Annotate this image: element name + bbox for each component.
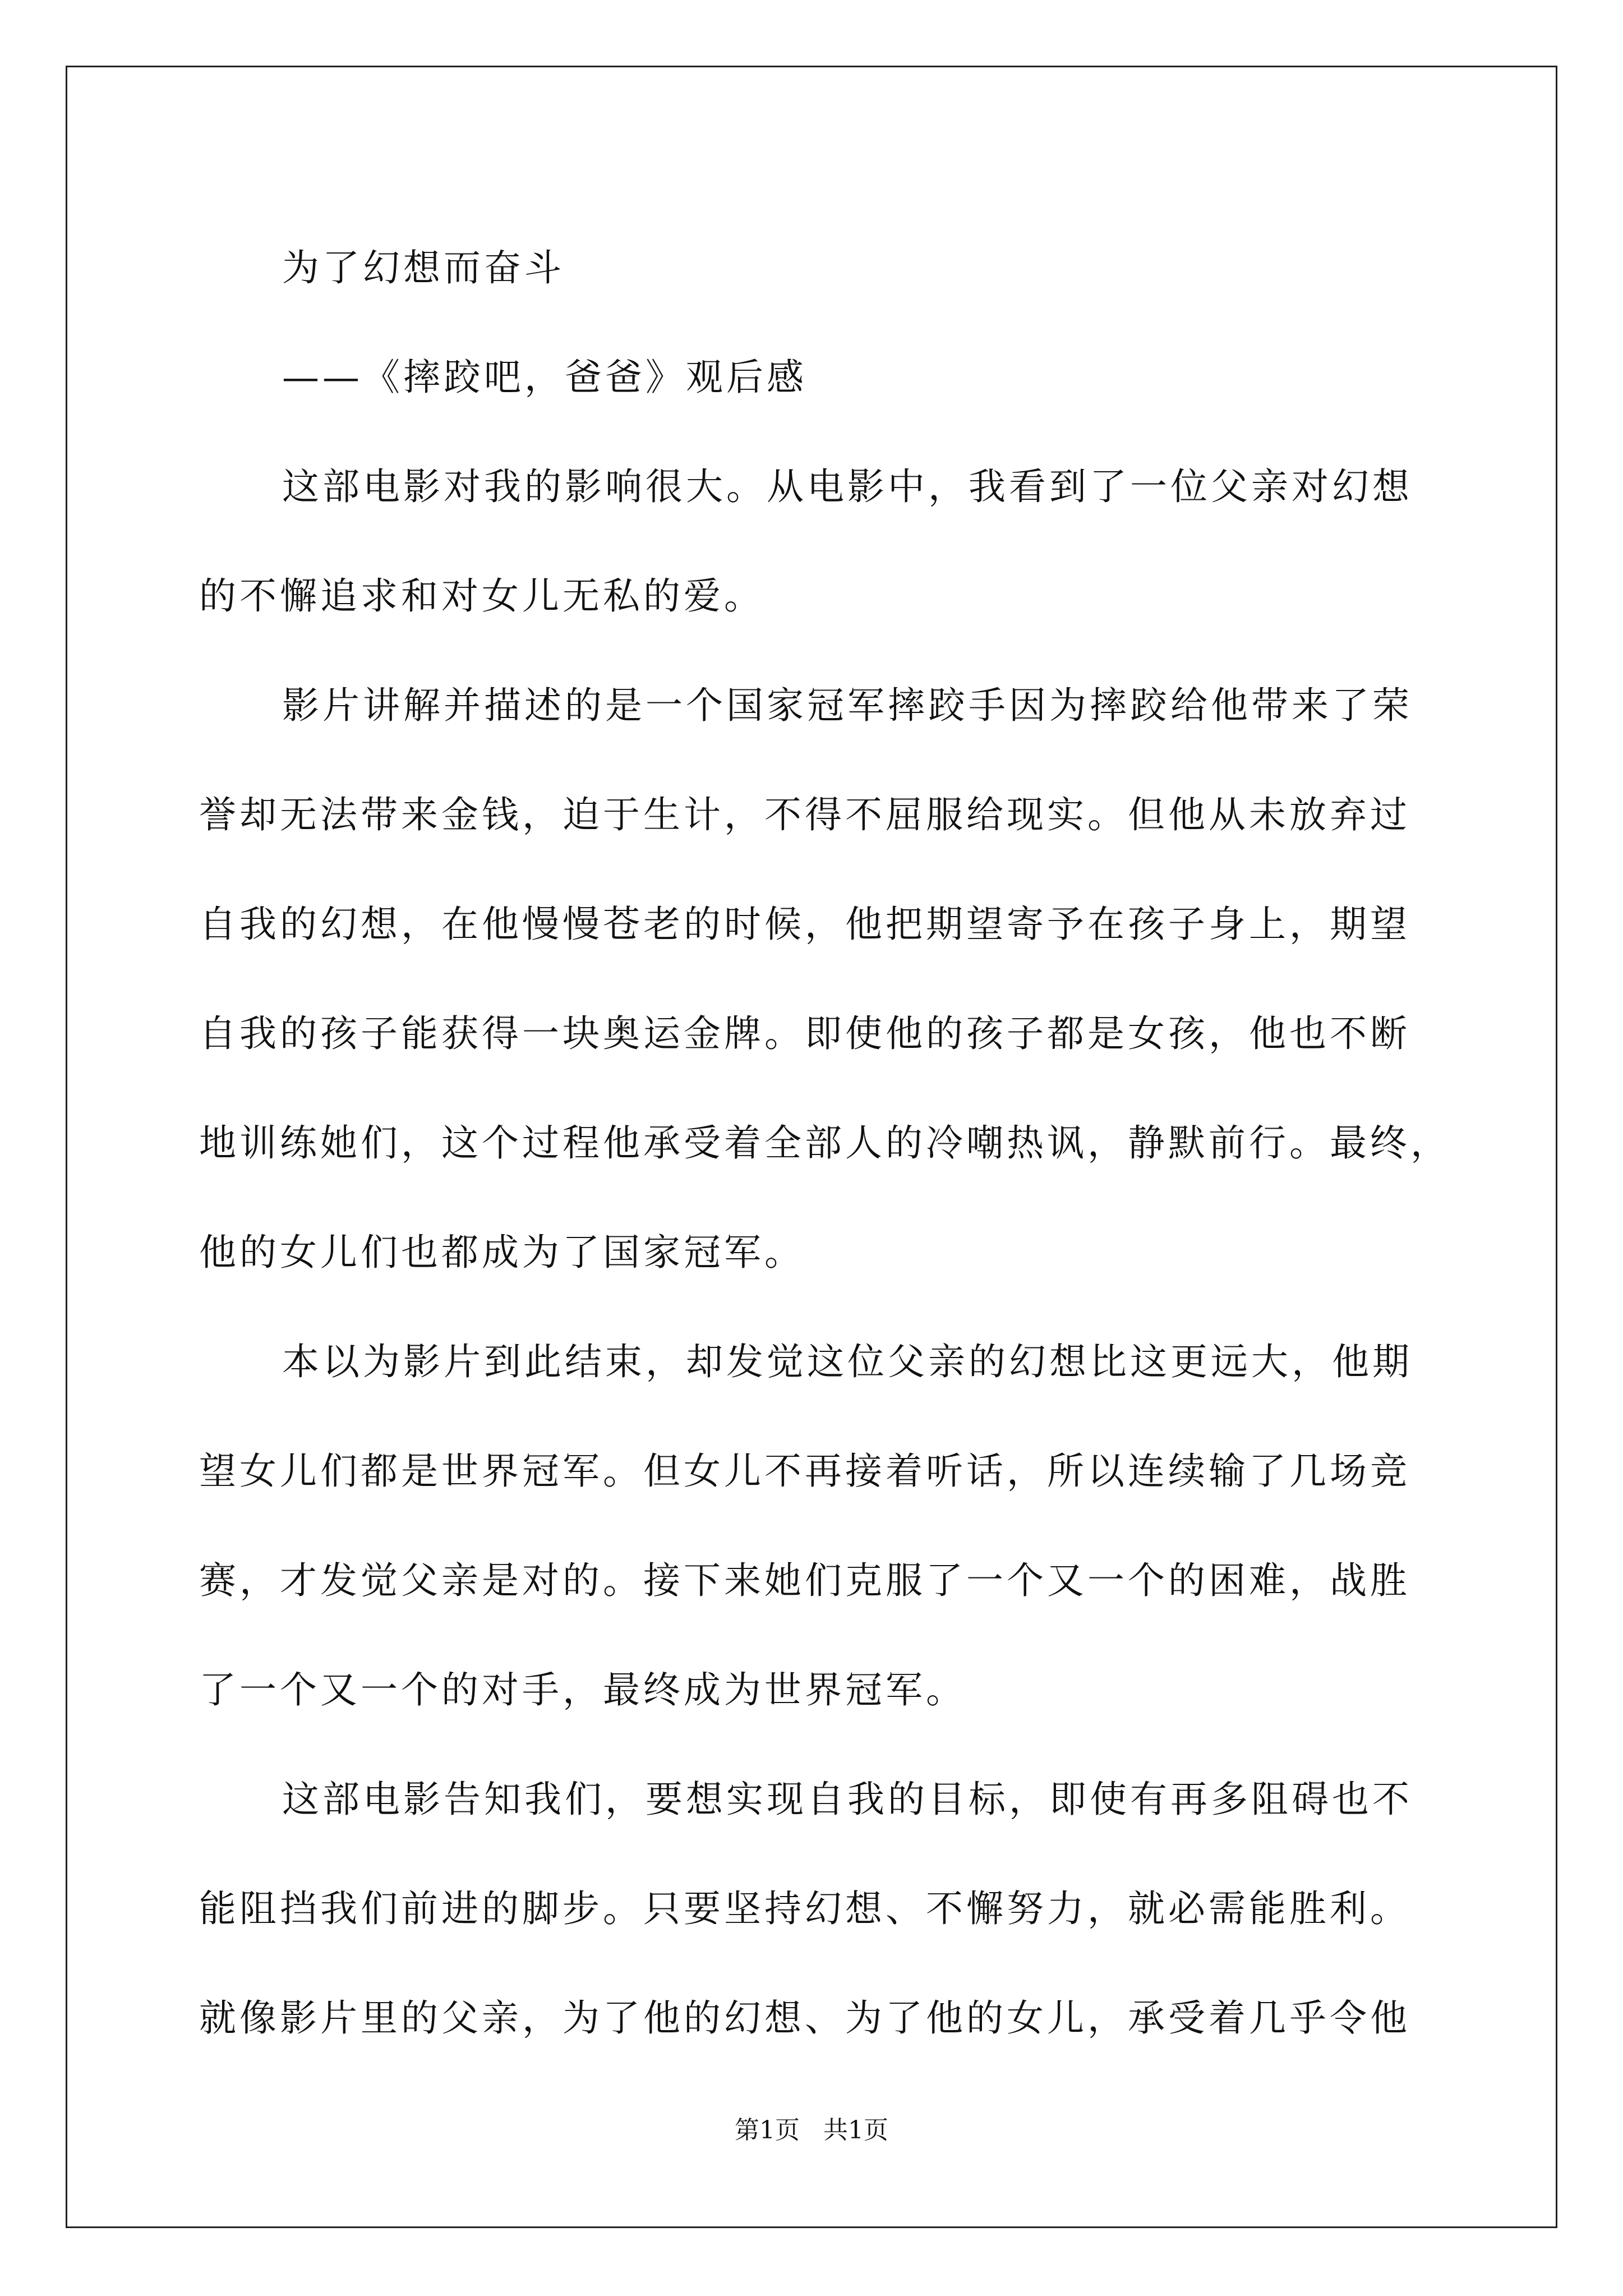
paragraph-3-line-4: 了一个又一个的对手，最终成为世界冠军。: [199, 1668, 966, 1711]
paragraph-2-line-2: 誉却无法带来金钱，迫于生计，不得不屈服给现实。但他从未放弃过: [199, 793, 1410, 836]
paragraph-1-line-1: 这部电影对我的影响很大。从电影中，我看到了一位父亲对幻想: [282, 465, 1413, 508]
paragraph-1-line-2: 的不懈追求和对女儿无私的爱。: [199, 574, 764, 618]
document-subtitle: ——《摔跤吧，爸爸》观后感: [282, 356, 807, 399]
paragraph-4-line-1: 这部电影告知我们，要想实现自我的目标，即使有再多阻碍也不: [282, 1778, 1413, 1821]
paragraph-2-line-5: 地训练她们，这个过程他承受着全部人的冷嘲热讽，静默前行。最终，: [199, 1121, 1451, 1165]
document-title: 为了幻想而奋斗: [282, 246, 565, 289]
paragraph-3-line-3: 赛，才发觉父亲是对的。接下来她们克服了一个又一个的困难，战胜: [199, 1559, 1410, 1602]
page-footer: 第1页 共1页: [735, 2116, 888, 2145]
paragraph-2-line-6: 他的女儿们也都成为了国家冠军。: [199, 1231, 805, 1274]
paragraph-2-line-4: 自我的孩子能获得一块奥运金牌。即使他的孩子都是女孩，他也不断: [199, 1012, 1410, 1055]
paragraph-2-line-3: 自我的幻想，在他慢慢苍老的时候，他把期望寄予在孩子身上，期望: [199, 903, 1410, 946]
paragraph-2-line-1: 影片讲解并描述的是一个国家冠军摔跤手因为摔跤给他带来了荣: [282, 684, 1413, 727]
paragraph-4-line-2: 能阻挡我们前进的脚步。只要坚持幻想、不懈努力，就必需能胜利。: [199, 1887, 1410, 1930]
paragraph-3-line-1: 本以为影片到此结束，却发觉这位父亲的幻想比这更远大，他期: [282, 1340, 1413, 1383]
document-body: [199, 213, 1451, 2073]
paragraph-3-line-2: 望女儿们都是世界冠军。但女儿不再接着听话，所以连续输了几场竞: [199, 1450, 1410, 1493]
paragraph-4-line-3: 就像影片里的父亲，为了他的幻想、为了他的女儿，承受着几乎令他: [199, 1996, 1410, 2040]
